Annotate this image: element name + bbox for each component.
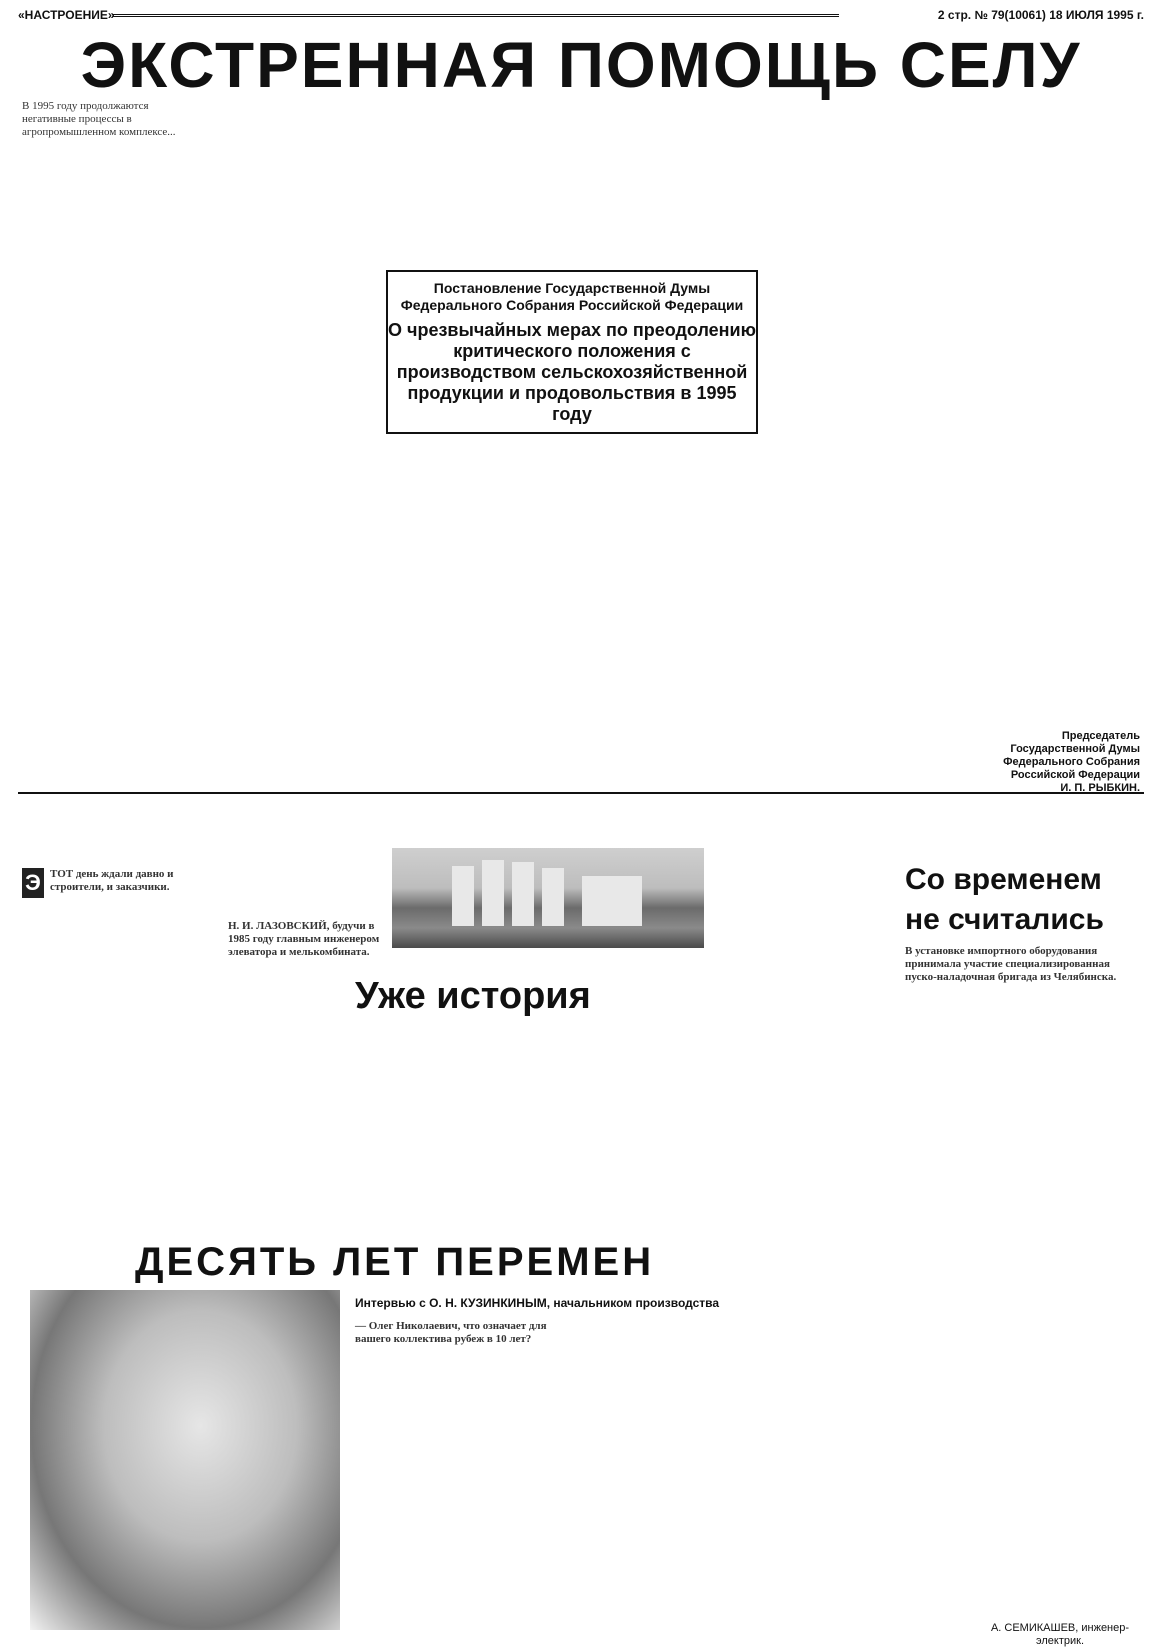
portrait-photo [30,1290,340,1630]
elevator-photo [392,848,704,948]
masthead-rule [113,14,839,17]
story2-attribution: Н. И. ЛАЗОВСКИЙ, будучи в 1985 году главным инженером элеватора и мелькомбината. [228,920,380,958]
section-divider-1 [18,792,1144,794]
signature-block: Председатель Государственной Думы Федерального Собрания Российской Федерации И. П. РЫБКИН. [1003,730,1140,794]
story3-title: Со временем не считались [905,863,1104,936]
decree-heading: Постановление Государственной Думы Федерального Собрания Российской Федерации [400,280,744,313]
story3-author: А. СЕМИКАШЕВ, инженер-электрик. [990,1622,1130,1647]
story2-excerpt: ТОТ день ждали давно и строители, и заказчики. [50,868,174,893]
lead-paragraph: В 1995 году продолжаются негативные процессы в агропромышленном комплексе... [22,100,176,138]
decree-box [386,270,758,434]
dropcap: Э [22,868,44,898]
story4-question: — Олег Николаевич, что означает для вашего коллектива рубеж в 10 лет? [355,1320,547,1345]
issue-info: 2 стр. № 79(10061) 18 ИЮЛЯ 1995 г. [937,8,1144,22]
story3-excerpt: В установке импортного оборудования принимала участие специализированная пуско-наладочная бригада из Челябинска. [905,945,1117,983]
story4-subtitle: Интервью с О. Н. КУЗИНКИНЫМ, начальником производства [355,1296,720,1310]
story4-title: ДЕСЯТЬ ЛЕТ ПЕРЕМЕН [135,1240,655,1284]
masthead [18,6,1144,26]
section-name: «НАСТРОЕНИЕ» [18,8,115,22]
story2-title: Уже история [355,975,591,1017]
decree-title: О чрезвычайных мерах по преодолению критического положения с производством сельскохозяйственной продукции и продовольствия в 1995 году [388,320,756,424]
page-headline: ЭКСТРЕННАЯ ПОМОЩЬ СЕЛУ [80,29,1082,101]
